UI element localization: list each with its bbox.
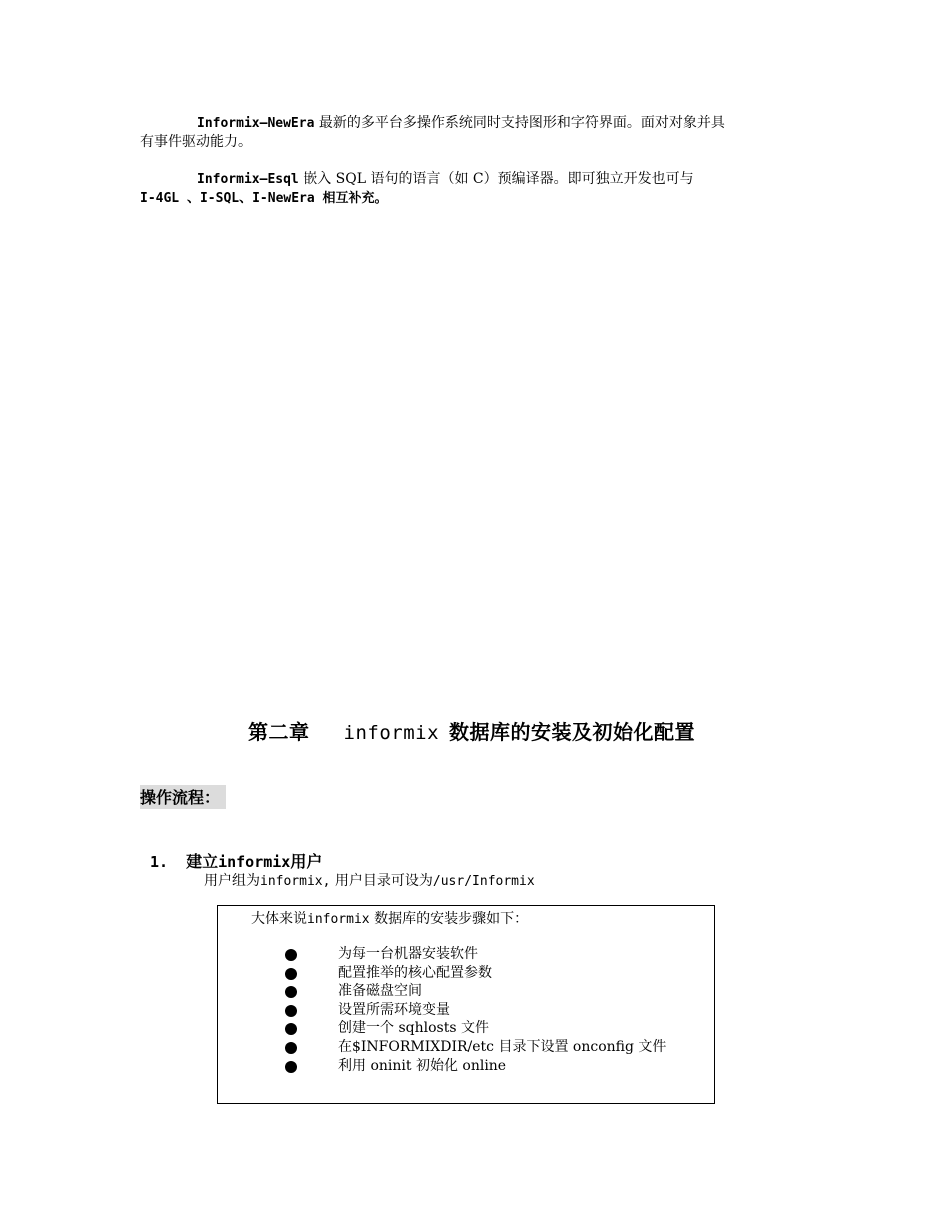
term-newera: Informix—NewEra	[197, 116, 315, 131]
paragraph-esql-line2-text: I-4GL 、I-SQL、I-NewEra 相互补充。	[140, 191, 388, 206]
box-intro-b: 数据库的安装步骤如下：	[369, 911, 529, 927]
section-label: 操作流程：	[140, 785, 226, 809]
step-heading-cn-b: 用户	[290, 852, 323, 871]
bullet-icon	[285, 1042, 297, 1054]
bullet-icon	[285, 968, 297, 980]
install-step-item: 利用 oninit 初始化 online	[338, 1058, 507, 1074]
chapter-title	[248, 716, 695, 745]
install-step-item: 设置所需环境变量	[338, 1002, 450, 1018]
install-steps-box	[217, 905, 715, 1104]
box-intro	[251, 908, 528, 928]
bullet-icon	[285, 1061, 297, 1073]
chapter-prefix: 第二章	[248, 720, 310, 744]
paragraph-newera-text: 最新的多平台多操作系统同时支持图形和字符界面。面对对象并具	[314, 115, 725, 131]
box-intro-en: informix	[307, 912, 370, 927]
step-number: 1.	[150, 853, 169, 871]
chapter-name-cn: 数据库的安装及初始化配置	[449, 720, 696, 744]
install-step-item: 创建一个 sqhlosts 文件	[338, 1020, 489, 1036]
paragraph-esql-text: 嵌入 SQL 语句的语言（如 C）预编译器。即可独立开发也可与	[298, 171, 694, 187]
install-step-item: 配置推举的核心配置参数	[338, 965, 492, 981]
paragraph-esql-line2	[140, 189, 388, 208]
install-step-item: 准备磁盘空间	[338, 983, 422, 999]
term-esql: Informix—Esql	[197, 172, 299, 187]
install-step-item: 为每一台机器安装软件	[338, 946, 478, 962]
bullet-icon	[285, 1005, 297, 1017]
paragraph-esql-line1	[197, 170, 694, 189]
step-heading-cn-a: 建立	[186, 852, 219, 871]
step-heading-en: informix	[218, 853, 291, 871]
step-desc-en: informix,	[260, 874, 331, 889]
paragraph-newera-line2: 有事件驱动能力。	[140, 134, 252, 150]
bullet-icon	[285, 949, 297, 961]
install-step-item: 在$INFORMIXDIR/etc 目录下设置 onconfig 文件	[338, 1039, 667, 1055]
step-description	[204, 870, 535, 890]
chapter-name-en: informix	[343, 722, 440, 744]
paragraph-newera-line1	[197, 114, 725, 133]
step-desc-path: /usr/Informix	[432, 874, 535, 889]
bullet-icon	[285, 1023, 297, 1035]
step-desc-a: 用户组为	[204, 873, 260, 889]
step-desc-b: 用户目录可设为	[330, 873, 433, 889]
step-heading	[150, 849, 322, 872]
box-intro-a: 大体来说	[251, 911, 307, 927]
bullet-icon	[285, 986, 297, 998]
